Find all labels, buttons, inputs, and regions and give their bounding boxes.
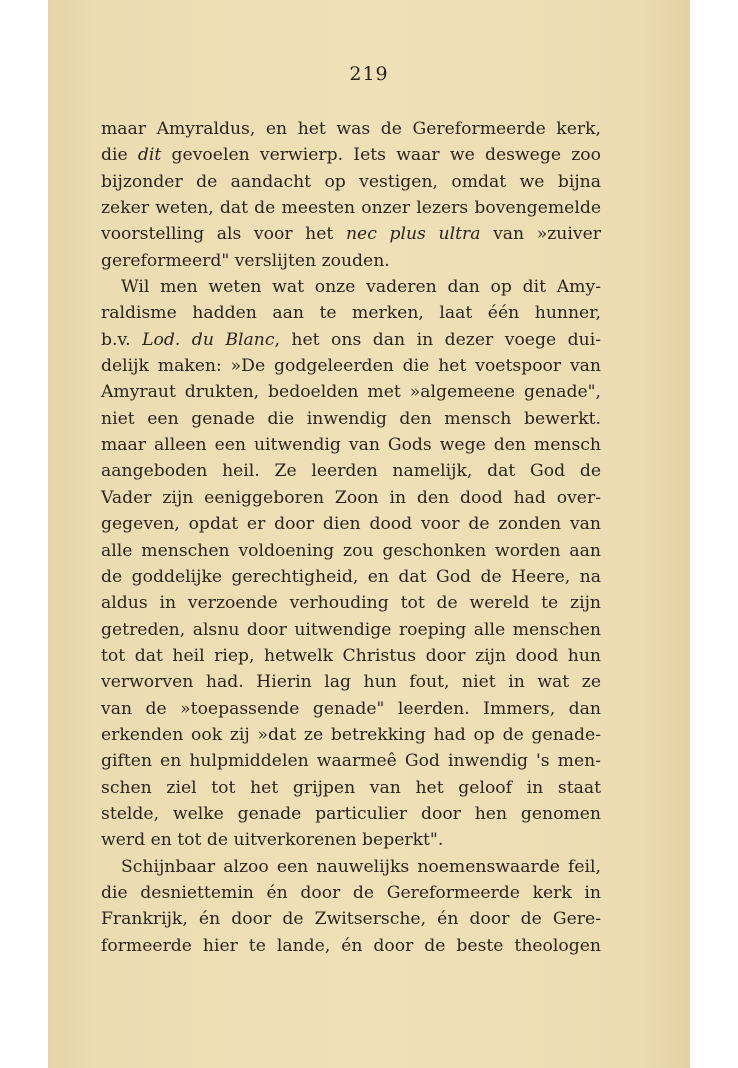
- text-run: , het ons dan in dezer voege dui-: [274, 329, 602, 350]
- text-line: schen ziel tot het grijpen van het geloof in staat: [101, 777, 601, 798]
- italic-run: Lod. du Blanc: [142, 329, 275, 350]
- text-line: werd en tot de uitverkorenen beperkt".: [101, 830, 444, 851]
- text-line: Frankrijk, én door de Zwitsersche, én door de Gere-: [101, 909, 601, 930]
- text-line: Amyraut drukten, bedoelden met »algemeene genade",: [101, 382, 601, 403]
- body-text: [101, 116, 601, 959]
- text-line: Wil men weten wat onze vaderen dan op dit Amy-: [121, 277, 601, 298]
- text-line: de goddelijke gerechtigheid, en dat God de Heere, na: [101, 566, 601, 587]
- text-line: verworven had. Hierin lag hun fout, niet in wat ze: [101, 672, 601, 693]
- text-line: alle menschen voldoening zou geschonken worden aan: [101, 540, 601, 561]
- text-line: Schijnbaar alzoo een nauwelijks noemenswaarde feil,: [121, 856, 601, 877]
- text-run: die: [101, 145, 138, 166]
- text-line: aldus in verzoende verhouding tot de wereld te zijn: [101, 593, 601, 614]
- text-line: tot dat heil riep, hetwelk Christus door zijn dood hun: [101, 645, 601, 666]
- text-line: [101, 221, 601, 247]
- text-line: stelde, welke genade particulier door hen genomen: [101, 803, 601, 824]
- text-line: van de »toepassende genade" leerden. Immers, dan: [101, 698, 601, 719]
- text-line: [101, 142, 601, 168]
- text-line: gereformeerd" verslijten zouden.: [101, 250, 390, 271]
- text-line: aangeboden heil. Ze leerden namelijk, dat God de: [101, 461, 601, 482]
- page-number: 219: [349, 63, 389, 85]
- text-line: getreden, alsnu door uitwendige roeping alle menschen: [101, 619, 601, 640]
- italic-run: dit: [137, 145, 162, 166]
- text-line: raldisme hadden aan te merken, laat één hunner,: [101, 303, 601, 324]
- text-line: niet een genade die inwendig den mensch bewerkt.: [101, 408, 601, 429]
- text-line: formeerde hier te lande, én door de beste theologen: [101, 935, 601, 956]
- text-line: maar Amyraldus, en het was de Gereformeerde kerk,: [101, 119, 601, 139]
- italic-run: nec plus ultra: [345, 224, 481, 245]
- text-run: voorstelling als voor het: [101, 224, 346, 245]
- book-page: [48, 0, 690, 1068]
- text-line: die desniettemin én door de Gereformeerde kerk in: [101, 882, 601, 903]
- text-run: b.v.: [101, 329, 143, 350]
- text-line: gegeven, opdat er door dien dood voor de zonden van: [101, 514, 601, 535]
- text-line: Vader zijn eeniggeboren Zoon in den dood had over-: [101, 487, 601, 508]
- text-line: delijk maken: »De godgeleerden die het voetspoor van: [101, 356, 601, 377]
- text-line: bijzonder de aandacht op vestigen, omdat we bijna: [101, 171, 601, 192]
- text-line: erkenden ook zij »dat ze betrekking had op de genade-: [101, 724, 601, 745]
- text-run: gevoelen verwierp. Iets waar we deswege zoo: [161, 145, 601, 166]
- text-line: zeker weten, dat de meesten onzer lezers bovengemelde: [101, 198, 601, 219]
- text-line: giften en hulpmiddelen waarmeê God inwendig 's men-: [101, 751, 601, 772]
- text-line: maar alleen een uitwendig van Gods wege den mensch: [101, 435, 601, 456]
- text-run: van »zuiver: [480, 224, 601, 245]
- text-line: [101, 327, 601, 353]
